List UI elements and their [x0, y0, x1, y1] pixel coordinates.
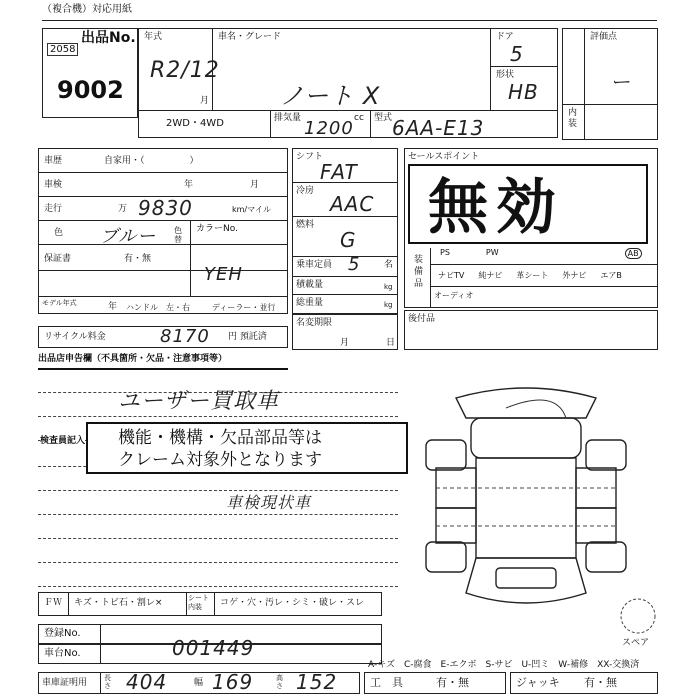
interior-label: 内装	[568, 108, 578, 129]
registration-label: 登録No.	[44, 628, 81, 639]
load-unit: kg	[384, 283, 393, 291]
warranty-extra: YEH	[204, 264, 243, 285]
rating-label: 評価点	[590, 32, 618, 42]
recycle-value: 8170	[160, 326, 210, 347]
car-diagram	[416, 378, 636, 628]
doors-value: 5	[510, 42, 524, 66]
ac-value: AAC	[330, 192, 375, 216]
mileage-man: 万	[118, 204, 128, 214]
car-name-label: 車名・グレード	[218, 32, 282, 42]
capacity-value: 5	[348, 254, 361, 275]
color-no-label: カラーNo.	[196, 224, 238, 234]
year-month-label: 月	[200, 96, 210, 106]
cert-length-value: 404	[126, 670, 168, 694]
drive-type: 2WD・4WD	[166, 118, 224, 129]
equip-ps: PS	[440, 248, 450, 257]
equip-ab: AB	[625, 248, 642, 259]
chassis-value: 001449	[172, 636, 255, 660]
year-label: 年式	[144, 32, 163, 42]
equipment-row2	[438, 270, 622, 281]
equip-pw: PW	[485, 248, 499, 257]
car-name-value: ノート X	[280, 82, 381, 110]
cert-height-value: 152	[296, 670, 338, 694]
seat-items: コゲ・穴・汚レ・シミ・破レ・スレ	[220, 598, 365, 608]
capacity-label: 乗車定員	[296, 260, 333, 270]
jack-options: 有・無	[584, 676, 617, 689]
dealer-label: ディーラー・並行	[212, 303, 276, 312]
form-title: （複合機）対応用紙	[42, 4, 132, 15]
name-change-label: 名変期限	[296, 318, 333, 328]
spare-label: スペア	[622, 638, 650, 648]
doors-label: ドア	[496, 32, 514, 42]
equip-genuine-navi: 純ナビ	[478, 271, 503, 280]
year-value: R2/12	[150, 58, 220, 83]
displacement-value: 1200	[304, 118, 354, 139]
after-parts-box	[404, 310, 658, 350]
car-front-right-wheel	[586, 542, 626, 572]
fuel-label: 燃料	[296, 220, 315, 230]
ac-label: 冷房	[296, 186, 315, 196]
fuel-value: G	[340, 228, 357, 252]
lot-box	[42, 28, 138, 118]
shift-value: FAT	[320, 160, 358, 184]
car-left-side	[436, 468, 476, 508]
cert-length-label: 長さ	[104, 674, 111, 690]
mileage-value: 9830	[138, 196, 193, 220]
car-left-front	[436, 508, 476, 543]
shape-value: HB	[508, 80, 539, 104]
history-options: 自家用・（ ）	[104, 156, 199, 166]
weight-unit: kg	[384, 301, 393, 309]
tools-label: 工 具	[370, 676, 403, 689]
model-value: 6AA-E13	[392, 116, 485, 140]
equip-leather: 革シート	[516, 271, 549, 280]
capacity-unit: 名	[384, 260, 394, 270]
shape-label: 形状	[496, 70, 515, 80]
lot-stamp: 2058	[47, 43, 78, 56]
notes-handwritten-2: 車検現状車	[226, 493, 312, 512]
car-rear	[471, 418, 581, 458]
lot-number: 9002	[57, 76, 124, 104]
warranty-options: 有・無	[124, 254, 152, 264]
car-roof	[476, 458, 576, 558]
name-change-month: 月	[340, 338, 350, 348]
car-hood	[466, 558, 586, 603]
displacement-label: 排気量	[274, 113, 302, 123]
disclaimer-box	[86, 422, 408, 474]
equip-airbag: エアB	[600, 271, 622, 280]
notes-label: 出品店申告欄（不具箇所・欠品・注意事項等）	[38, 354, 228, 364]
equip-aftermarket-navi: 外ナビ	[562, 271, 587, 280]
mileage-unit: km/マイル	[232, 205, 271, 214]
recycle-label: リサイクル料金	[44, 332, 106, 342]
notes-handwritten-1: ユーザー買取車	[118, 389, 280, 414]
cert-height-label: 高さ	[276, 674, 283, 690]
equipment-row1	[440, 248, 642, 259]
model-label: 型式	[374, 113, 393, 123]
inspector-label: 検査員記入	[40, 436, 86, 446]
car-rear-left-door	[426, 440, 466, 470]
fw-label: ＦＷ	[44, 598, 63, 608]
after-parts-label: 後付品	[408, 314, 436, 324]
inspection-month: 月	[250, 180, 260, 190]
inspection-label: 車検	[44, 180, 63, 190]
jack-label: ジャッキ	[516, 676, 560, 689]
car-rear-right-door	[586, 440, 626, 470]
load-label: 積載量	[296, 280, 324, 290]
spare-tire-icon	[618, 596, 658, 636]
mileage-label: 走行	[44, 204, 63, 214]
car-rear-wing	[456, 388, 596, 418]
displacement-unit: cc	[354, 113, 364, 123]
model-year-year: 年	[108, 302, 118, 312]
handle-label: ハンドル 左・右	[126, 303, 190, 312]
fw-items: キズ・トビ石・割レ×	[74, 598, 163, 608]
cert-label: 車庫証明用	[42, 678, 88, 688]
warranty-label: 保証書	[44, 254, 72, 264]
color-value: ブルー	[100, 226, 157, 247]
color-label: 色	[54, 228, 64, 238]
equipment-label: 装備品	[414, 255, 424, 289]
chassis-label: 車台No.	[44, 648, 81, 659]
cert-width-label: 幅	[194, 678, 204, 688]
rating-value: ー	[610, 70, 631, 94]
history-label: 車歴	[44, 156, 63, 166]
shift-label: シフト	[296, 152, 324, 162]
color-change-label: 色替	[174, 226, 182, 244]
inspection-year: 年	[184, 180, 194, 190]
cert-width-value: 169	[212, 670, 254, 694]
disclaimer-line-2: クレーム対象外となります	[118, 450, 322, 470]
car-windshield	[496, 568, 556, 588]
car-right-front	[576, 508, 616, 543]
equip-navi-tv: ナビTV	[438, 271, 465, 280]
tools-options: 有・無	[436, 676, 469, 689]
void-stamp: 無効	[428, 173, 564, 243]
seat-label: シート内装	[188, 594, 209, 611]
recycle-unit: 円 預託済	[228, 332, 267, 342]
name-change-day: 日	[386, 338, 396, 348]
audio-label: オーディオ	[434, 291, 474, 300]
model-year-label: モデル年式	[42, 299, 77, 307]
lot-label: 出品No.	[81, 30, 136, 46]
car-right-side	[576, 468, 616, 508]
damage-legend: A-キズ C-腐食 E-エクボ S-サビ U-凹ミ W-補修 XX-交換済	[368, 660, 640, 670]
weight-label: 総重量	[296, 298, 324, 308]
car-front-left-wheel	[426, 542, 466, 572]
disclaimer-line-1: 機能・機構・欠品部品等は	[118, 428, 322, 448]
sales-point-label: セールスポイント	[408, 152, 480, 162]
